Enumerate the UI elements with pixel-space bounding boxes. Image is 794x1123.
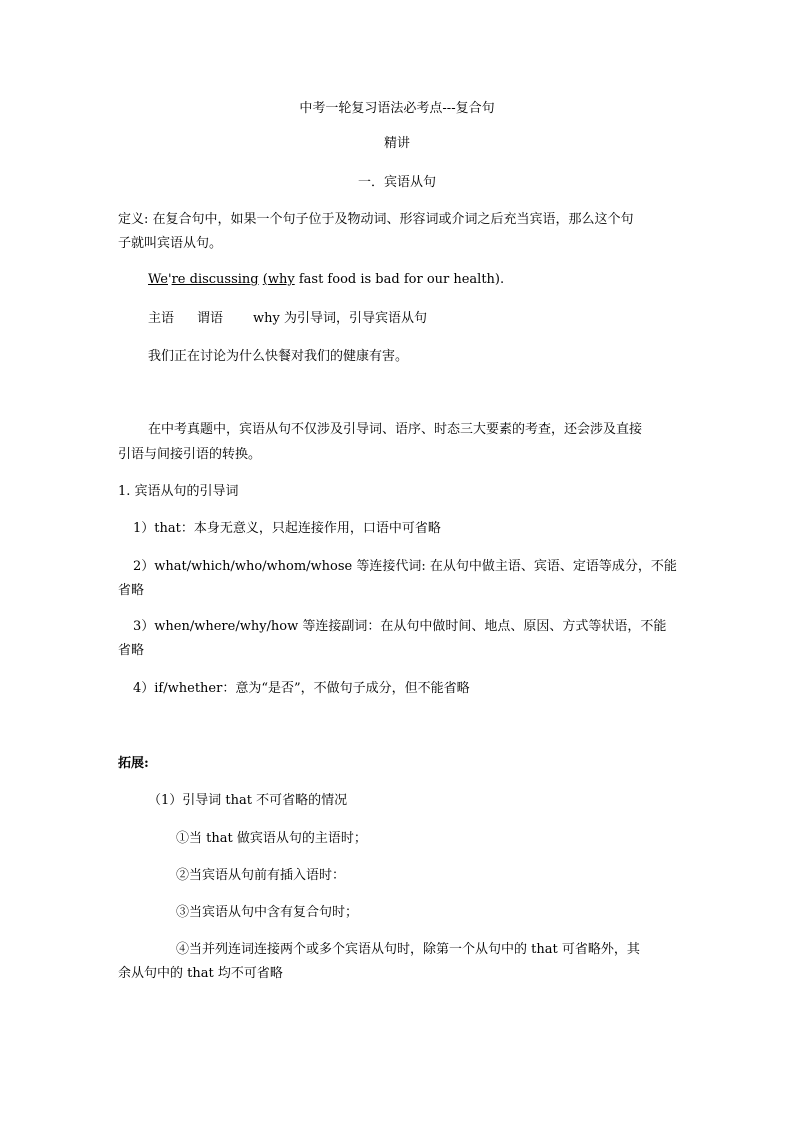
- connective-item-2: 2）what/which/who/whom/whose 等连接代词: 在从句中做主语、宾语、定语等成分，不能: [133, 559, 677, 574]
- example-apostrophe: ': [168, 272, 172, 287]
- section-heading: 一．宾语从句: [357, 175, 436, 190]
- connective-item-4: 4）if/whether：意为“是否”，不做句子成分，但不能省略: [133, 681, 470, 696]
- example-clause-open: (: [262, 272, 268, 287]
- definition-line-1: 定义: 在复合句中，如果一个句子位于及物动词、形容词或介词之后充当宾语，那么这个句: [118, 212, 634, 227]
- example-predicate: re discussing: [171, 272, 259, 287]
- document-subtitle: 精讲: [383, 136, 410, 151]
- example-clause-rest: fast food is bad for our health).: [294, 272, 505, 287]
- extension-case-4-cont: 余从句中的 that 均不可省略: [118, 966, 283, 981]
- extension-case-3: ③当宾语从句中含有复合句时；: [176, 905, 359, 920]
- label-predicate: 谓语: [197, 311, 224, 326]
- connectives-heading: 1. 宾语从句的引导词: [118, 484, 239, 499]
- connective-item-2-cont: 省略: [118, 583, 145, 598]
- example-sentence: [148, 270, 504, 290]
- definition-line-2: 子就叫宾语从句。: [118, 236, 223, 251]
- connective-item-1: 1）that：本身无意义，只起连接作用，口语中可省略: [133, 521, 441, 536]
- label-subject: 主语: [148, 311, 175, 326]
- connective-item-3: 3）when/where/why/how 等连接副词：在从句中做时间、地点、原因、方式等状语，不能: [133, 619, 667, 634]
- extension-heading: 拓展:: [118, 756, 149, 771]
- extension-case-2: ②当宾语从句前有插入语时：: [176, 868, 346, 883]
- label-note: why 为引导词，引导宾语从句: [253, 311, 427, 326]
- extension-case-1: ①当 that 做宾语从句的主语时；: [176, 831, 367, 846]
- intro-line-2: 引语与间接引语的转换。: [118, 447, 262, 462]
- document-title: 中考一轮复习语法必考点---复合句: [299, 101, 495, 116]
- example-clause-why: why: [267, 272, 295, 287]
- example-subject: We: [148, 272, 168, 287]
- example-translation: 我们正在讨论为什么快餐对我们的健康有害。: [148, 349, 409, 364]
- extension-case-4: ④当并列连词连接两个或多个宾语从句时，除第一个从句中的 that 可省略外，其: [176, 942, 640, 957]
- intro-line-1: 在中考真题中，宾语从句不仅涉及引导词、语序、时态三大要素的考查，还会涉及直接: [148, 422, 643, 437]
- extension-subheading: （1）引导词 that 不可省略的情况: [148, 793, 348, 808]
- connective-item-3-cont: 省略: [118, 643, 145, 658]
